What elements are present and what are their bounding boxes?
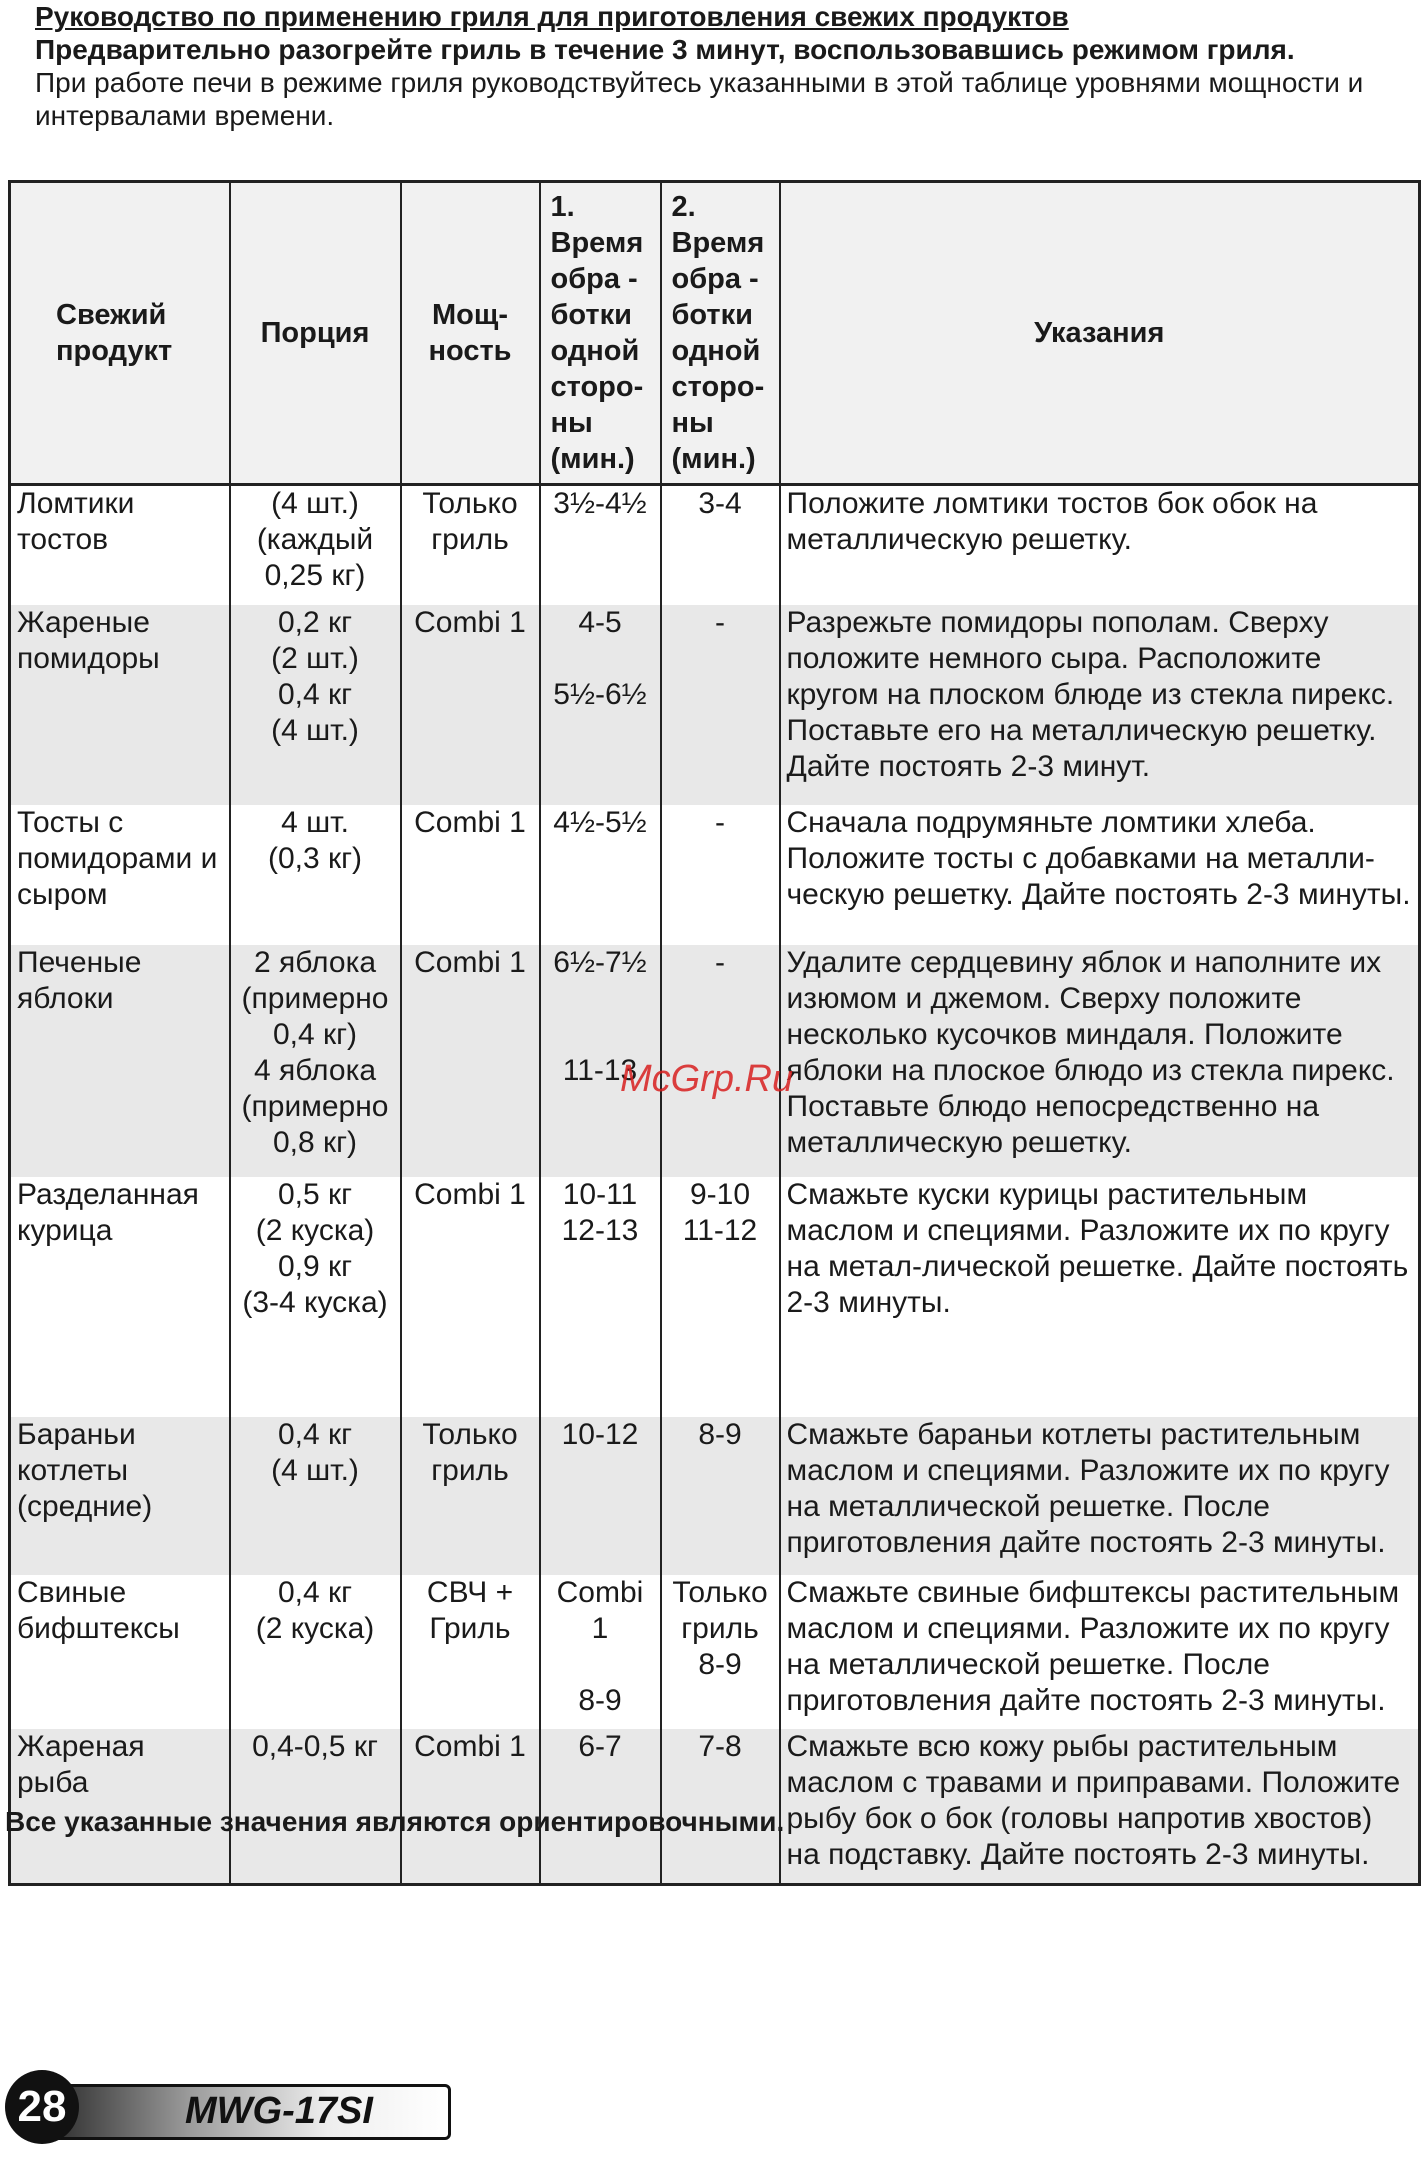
- side2-line: 7-8: [698, 1729, 742, 1763]
- cell-power: Combi 1: [401, 1177, 540, 1417]
- cell-power: Combi 1: [401, 1729, 540, 1885]
- portion-line: 0,25 кг): [264, 559, 366, 592]
- cell-power: Combi 1: [401, 605, 540, 805]
- cell-power: Только гриль: [401, 485, 540, 605]
- side1-line: 10-12: [561, 1417, 639, 1451]
- table-row: [10, 485, 1420, 605]
- cell-portion: [230, 605, 401, 805]
- side1-line: 10-11: [562, 1177, 638, 1211]
- cell-side1: [540, 1417, 661, 1575]
- side2-line: 8-9: [698, 1647, 742, 1681]
- portion-line: (4 шт.): [271, 713, 359, 747]
- side1-line: 4-5: [578, 605, 622, 639]
- cell-side2: [661, 1575, 780, 1729]
- cell-side2: [661, 1177, 780, 1417]
- side1-line: Combi 1: [556, 1575, 644, 1645]
- portion-line: (2 шт.): [271, 641, 359, 675]
- portion-line: (4 шт.): [271, 1453, 359, 1487]
- side2-line: 3-4: [698, 487, 742, 520]
- cell-side1: [540, 805, 661, 945]
- cell-notes: Разрежьте помидоры пополам. Сверху положите немного сыра. Расположите кругом на плоском блюде из стекла пирекс. Поставьте его на металлическую решетку. Дайте постоять 2-3 минут.: [780, 605, 1420, 805]
- cell-portion: [230, 485, 401, 605]
- portion-line: 4 шт.: [281, 805, 349, 839]
- side1-line: 8-9: [578, 1683, 622, 1717]
- portion-line: 0,4 кг: [277, 1575, 353, 1609]
- side1-line: [547, 641, 654, 677]
- page-footer: [5, 2070, 450, 2145]
- cell-notes: Сначала подрумяньте ломтики хлеба. Положите тосты с добавками на металли-ческую решетку. Дайте постоять 2-3 минуты.: [780, 805, 1420, 945]
- header-side2: 2. Время обра - ботки одной сторо- ны (мин.): [661, 182, 780, 485]
- side1-line: 6½-7½: [553, 945, 647, 979]
- portion-line: 0,2 кг: [277, 605, 353, 639]
- side1-line: [547, 1647, 654, 1683]
- cell-product: Тосты с помидорами и сыром: [10, 805, 230, 945]
- cell-product: Ломтики тостов: [10, 485, 230, 605]
- cell-product: Свиные бифштексы: [10, 1575, 230, 1729]
- page-title: Руководство по применению гриля для приготовления свежих продуктов: [35, 1, 1069, 32]
- table-row: [10, 1177, 1420, 1417]
- cell-power: Combi 1: [401, 945, 540, 1177]
- portion-line: 0,9 кг: [277, 1249, 353, 1283]
- portion-line: (2 куска): [255, 1213, 375, 1247]
- side1-line: 11-13: [562, 1053, 638, 1087]
- cell-side1: [540, 1575, 661, 1729]
- header-product: Свежий продукт: [10, 182, 230, 485]
- side2-line: 8-9: [698, 1417, 742, 1451]
- side2-line: 11-12: [682, 1213, 758, 1247]
- portion-line: (каждый: [256, 523, 374, 556]
- side1-line: 3½-4½: [553, 487, 647, 520]
- cell-power: Только гриль: [401, 1417, 540, 1575]
- model-label: MWG-17SI: [185, 2090, 373, 2132]
- cell-notes: Удалите сердцевину яблок и наполните их изюмом и джемом. Сверху положите несколько кусочков миндаля. Положите яблоки на плоское блюдо из стекла пирекс. Поставьте блюдо непосредственно на металлическую решетку.: [780, 945, 1420, 1177]
- table-row: [10, 805, 1420, 945]
- cell-side2: [661, 805, 780, 945]
- cell-product: Бараньи котлеты (средние): [10, 1417, 230, 1575]
- table-header-row: [10, 182, 1420, 485]
- cell-portion: [230, 1417, 401, 1575]
- cell-product: Жареные помидоры: [10, 605, 230, 805]
- portion-line: (3-4 куска): [242, 1285, 388, 1319]
- portion-line: 0,5 кг: [277, 1177, 353, 1211]
- cell-notes: Смажьте всю кожу рыбы растительным маслом с травами и приправами. Положите рыбу бок о бок (головы напротив хвостов) на подставку. Дайте постоять 2-3 минуты.: [780, 1729, 1420, 1885]
- side2-line: -: [715, 805, 725, 839]
- portion-line: 0,4-0,5 кг: [252, 1729, 378, 1763]
- cell-side2: [661, 1417, 780, 1575]
- side1-line: 12-13: [561, 1213, 639, 1247]
- portion-line: 4 яблока: [253, 1053, 377, 1087]
- cell-side1: [540, 485, 661, 605]
- portion-line: 0,4 кг): [272, 1017, 358, 1051]
- side2-line: -: [715, 605, 725, 639]
- header-power: Мощ-ность: [401, 182, 540, 485]
- table-row: [10, 1417, 1420, 1575]
- intro-block: [35, 0, 1405, 132]
- table-row: [10, 1575, 1420, 1729]
- portion-line: 0,4 кг: [277, 677, 353, 711]
- cell-portion: [230, 1177, 401, 1417]
- side2-line: 9-10: [689, 1177, 751, 1211]
- table-row: [10, 605, 1420, 805]
- header-portion: Порция: [230, 182, 401, 485]
- side1-line: 6-7: [578, 1729, 622, 1763]
- cell-portion: [230, 1575, 401, 1729]
- side1-line: 5½-6½: [553, 677, 647, 711]
- portion-line: (2 куска): [255, 1611, 375, 1645]
- portion-line: 2 яблока: [253, 945, 377, 979]
- side1-line: 4½-5½: [553, 805, 647, 839]
- portion-line: (4 шт.): [271, 487, 359, 520]
- instruction-text: При работе печи в режиме гриля руководствуйтесь указанными в этой таблице уровнями мощности и интервалами времени.: [35, 67, 1364, 131]
- cell-product: Жареная рыба: [10, 1729, 230, 1885]
- side1-line: [547, 981, 654, 1017]
- cell-side1: [540, 1177, 661, 1417]
- portion-line: (примерно: [241, 1089, 389, 1123]
- portion-line: 0,8 кг): [272, 1125, 358, 1159]
- portion-line: 0,4 кг: [277, 1417, 353, 1451]
- side1-line: [547, 1017, 654, 1053]
- cell-notes: Смажьте свиные бифштексы растительным маслом и специями. Разложите их по кругу на металлической решетке. После приготовления дайте постоять 2-3 минуты.: [780, 1575, 1420, 1729]
- cell-side2: [661, 605, 780, 805]
- portion-line: (0,3 кг): [267, 841, 363, 875]
- cell-product: Разделанная курица: [10, 1177, 230, 1417]
- cell-notes: Смажьте куски курицы растительным маслом и специями. Разложите их по кругу на метал-лической решетке. Дайте постоять 2-3 минуты.: [780, 1177, 1420, 1417]
- side2-line: Только: [672, 1575, 768, 1609]
- cell-power: Combi 1: [401, 805, 540, 945]
- cell-portion: [230, 805, 401, 945]
- cell-side1: [540, 605, 661, 805]
- grill-table: [8, 180, 1421, 1886]
- footnote: Все указанные значения являются ориентировочными.: [5, 1806, 785, 1837]
- cell-notes: Положите ломтики тостов бок обок на металлическую решетку.: [780, 485, 1420, 605]
- header-notes: Указания: [780, 182, 1420, 485]
- cell-portion: [230, 945, 401, 1177]
- page-number: 28: [5, 2070, 79, 2144]
- header-side1: 1. Время обра - ботки одной сторо- ны (мин.): [540, 182, 661, 485]
- cell-product: Печеные яблоки: [10, 945, 230, 1177]
- cell-notes: Смажьте бараньи котлеты растительным маслом и специями. Разложите их по кругу на металлической решетке. После приготовления дайте постоять 2-3 минуты.: [780, 1417, 1420, 1575]
- portion-line: (примерно: [241, 981, 389, 1015]
- side2-line: гриль: [681, 1611, 759, 1645]
- cell-power: СВЧ + Гриль: [401, 1575, 540, 1729]
- preheat-note: Предварительно разогрейте гриль в течение 3 минут, воспользовавшись режимом гриля.: [35, 34, 1295, 65]
- watermark: McGrp.Ru: [620, 1058, 794, 1100]
- cell-side2: [661, 485, 780, 605]
- side2-line: -: [715, 945, 725, 979]
